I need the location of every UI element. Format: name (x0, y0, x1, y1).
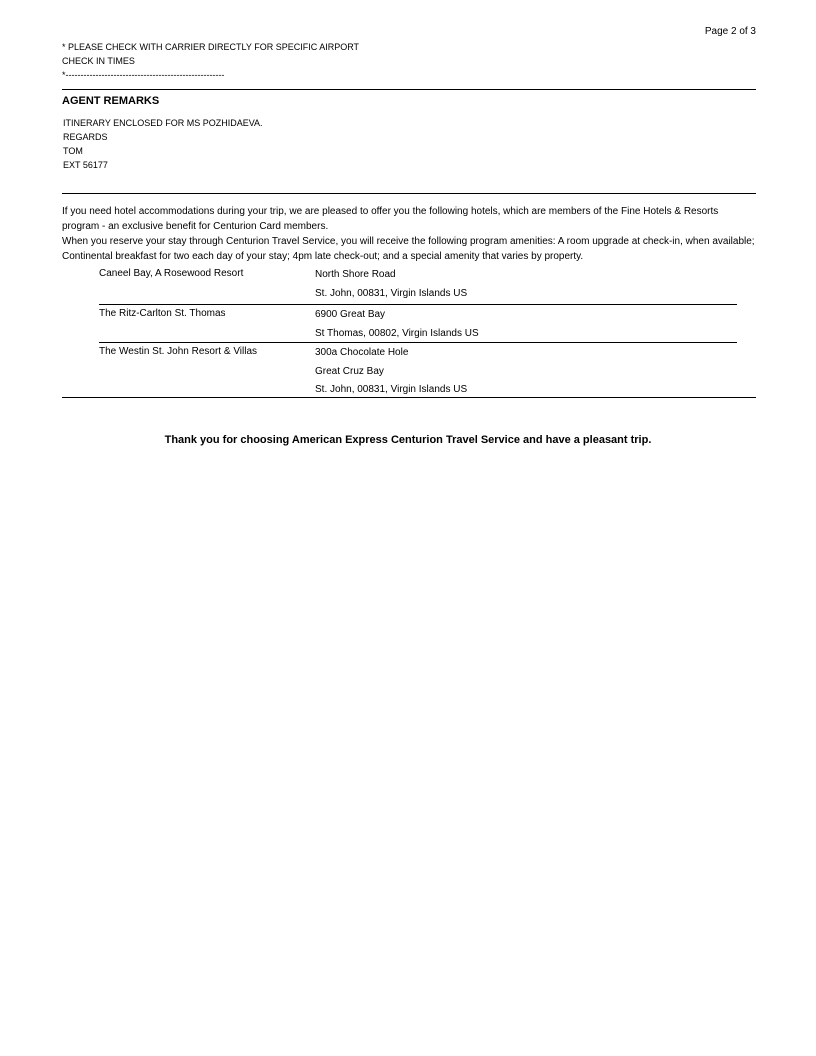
divider (62, 397, 756, 398)
divider (62, 89, 756, 90)
address-line: North Shore Road (315, 269, 396, 280)
agent-remarks-title: AGENT REMARKS (62, 95, 160, 107)
page-number: Page 2 of 3 (704, 26, 756, 37)
hotel-name: The Ritz-Carlton St. Thomas (99, 308, 226, 319)
address-line: Great Cruz Bay (315, 365, 384, 377)
hotel-offer-paragraph: If you need hotel accommodations during your trip, we are pleased to offer you the following hotels, which are members of the Fine Hotels & Resorts program - an exclusive benefit for Centurion Card members. (62, 206, 719, 232)
hotel-address (315, 308, 479, 345)
hotel-offer-text (62, 204, 756, 264)
hotel-separator (99, 304, 737, 305)
hotel-name: Caneel Bay, A Rosewood Resort (99, 268, 244, 279)
agent-remarks (63, 116, 263, 172)
closing-message: Thank you for choosing American Express Centurion Travel Service and have a pleasant trip. (164, 434, 652, 446)
hotel-address (315, 346, 467, 402)
address-line: St. John, 00831, Virgin Islands US (315, 287, 468, 299)
remark-line: TOM (63, 146, 83, 156)
note-line: *----------------------------------------------------- (62, 70, 225, 80)
hotel-name: The Westin St. John Resort & Villas (99, 346, 258, 357)
note-line: CHECK IN TIMES (62, 56, 135, 66)
divider (62, 193, 756, 194)
remark-line: EXT 56177 (63, 160, 108, 170)
address-line: St. John, 00831, Virgin Islands US (315, 384, 468, 395)
hotel-offer-paragraph: When you reserve your stay through Centurion Travel Service, you will receive the following program amenities: A room upgrade at check-in, when available; Continental breakfast for two each day of your stay; 4pm late check-out; and a special amenity that varies by property. (62, 236, 755, 262)
note-line: * PLEASE CHECK WITH CARRIER DIRECTLY FOR SPECIFIC AIRPORT (62, 42, 360, 52)
address-line: 6900 Great Bay (315, 309, 386, 320)
remark-line: REGARDS (63, 132, 108, 142)
address-line: St Thomas, 00802, Virgin Islands US (315, 327, 479, 339)
hotel-separator (99, 342, 737, 343)
remark-line: ITINERARY ENCLOSED FOR MS POZHIDAEVA. (63, 118, 263, 128)
carrier-check-in-note (62, 40, 359, 82)
hotel-address (315, 268, 467, 305)
address-line: 300a Chocolate Hole (315, 347, 409, 358)
